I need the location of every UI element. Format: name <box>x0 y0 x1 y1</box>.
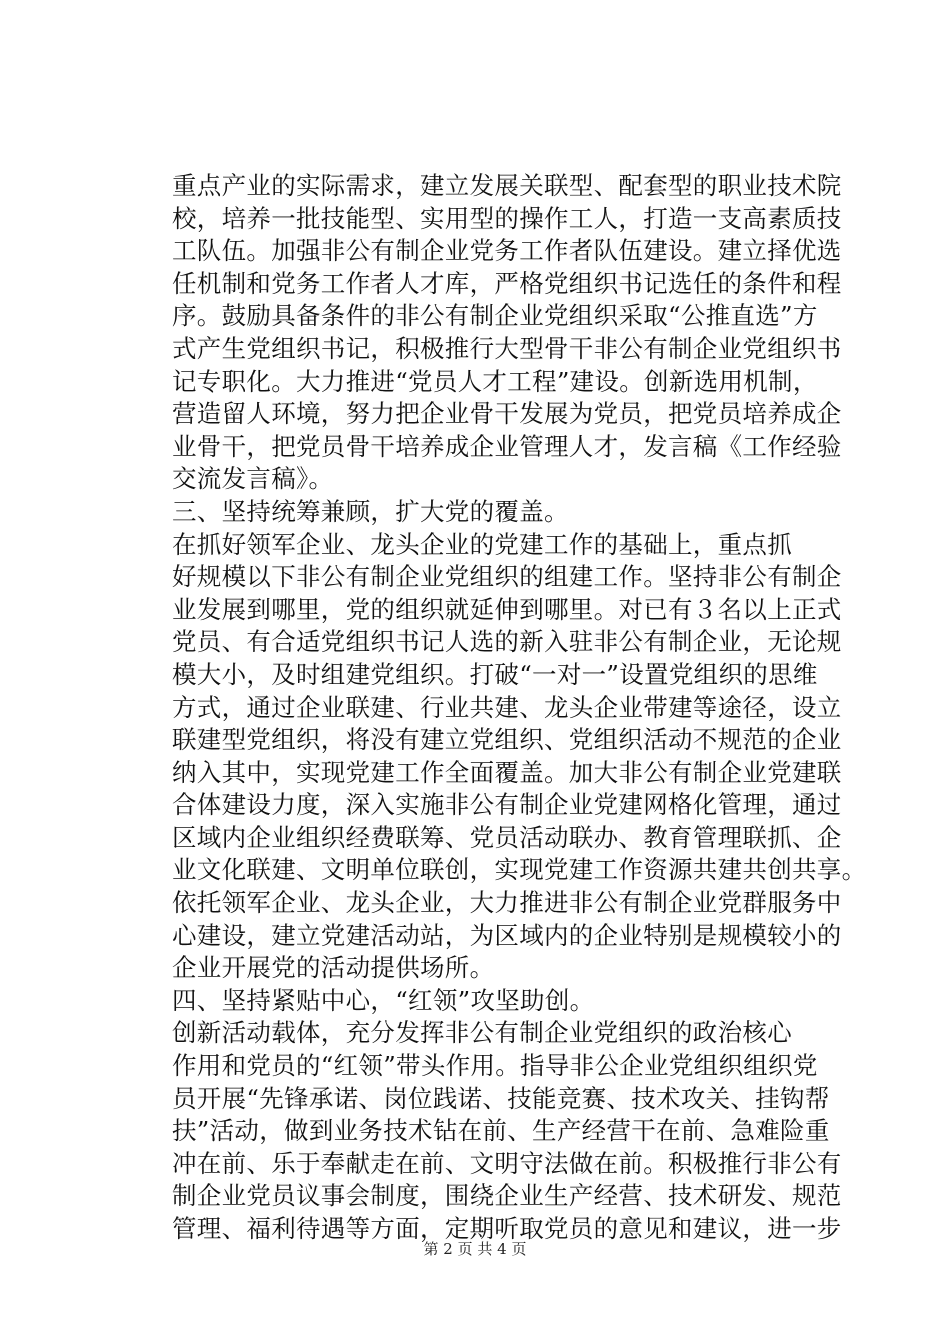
text-line: 心建设，建立党建活动站，为区域内的企业特别是规模较小的 <box>172 920 842 950</box>
text-line: 序。鼓励具备条件的非公有制企业党组织采取“公推直选”方 <box>172 301 818 331</box>
text-line: 联建型党组织，将没有建立党组织、党组织活动不规范的企业 <box>172 725 842 755</box>
text-line: 制企业党员议事会制度，围绕企业生产经营、技术研发、规范 <box>172 1181 842 1211</box>
text-line: 纳入其中，实现党建工作全面覆盖。加大非公有制企业党建联 <box>172 757 842 787</box>
text-line: 在抓好领军企业、龙头企业的党建工作的基础上，重点抓 <box>172 529 792 559</box>
text-line: 管理、福利待遇等方面，定期听取党员的意见和建议，进一步 <box>172 1214 842 1243</box>
text-line: 重点产业的实际需求，建立发展关联型、配套型的职业技术院 <box>172 171 842 200</box>
text-line: 营造留人环境，努力把企业骨干发展为党员，把党员培养成企 <box>172 399 842 429</box>
text-line: 业文化联建、文明单位联创，实现党建工作资源共建共创共享。 <box>172 855 867 885</box>
text-line: 模大小，及时组建党组织。打破“一对一”设置党组织的思维 <box>172 659 818 689</box>
section-heading: 四、坚持紧贴中心，“红领”攻坚助创。 <box>172 985 595 1015</box>
text-line: 业发展到哪里，党的组织就延伸到哪里。对已有３名以上正式 <box>172 594 842 624</box>
text-line: 方式，通过企业联建、行业共建、龙头企业带建等途径，设立 <box>172 692 842 722</box>
text-line: 依托领军企业、龙头企业，大力推进非公有制企业党群服务中 <box>172 888 842 918</box>
text-line: 记专职化。大力推进“党员人才工程”建设。创新选用机制， <box>172 366 818 396</box>
text-line: 好规模以下非公有制企业党组织的组建工作。坚持非公有制企 <box>172 562 842 592</box>
text-line: 党员、有合适党组织书记人选的新入驻非公有制企业，无论规 <box>172 627 842 657</box>
text-line: 业骨干，把党员骨干培养成企业管理人才，发言稿《工作经验 <box>172 431 842 461</box>
text-line: 冲在前、乐于奉献走在前、文明守法做在前。积极推行非公有 <box>172 1148 842 1178</box>
text-line: 合体建设力度，深入实施非公有制企业党建网格化管理，通过 <box>172 790 842 820</box>
text-line: 校，培养一批技能型、实用型的操作工人，打造一支高素质技 <box>172 203 842 233</box>
text-line: 员开展“先锋承诺、岗位践诺、技能竞赛、技术攻关、挂钩帮 <box>172 1083 830 1113</box>
text-line: 区域内企业组织经费联筹、党员活动联办、教育管理联抓、企 <box>172 822 842 852</box>
text-line: 工队伍。加强非公有制企业党务工作者队伍建设。建立择优选 <box>172 236 842 266</box>
text-line: 任机制和党务工作者人才库，严格党组织书记选任的条件和程 <box>172 268 842 298</box>
text-line: 交流发言稿》。 <box>172 464 334 494</box>
text-line: 企业开展党的活动提供场所。 <box>172 953 495 983</box>
text-line: 扶”活动，做到业务技术钻在前、生产经营干在前、急难险重 <box>172 1116 830 1146</box>
text-line: 创新活动载体，充分发挥非公有制企业党组织的政治核心 <box>172 1018 792 1048</box>
text-line: 式产生党组织书记，积极推行大型骨干非公有制企业党组织书 <box>172 333 842 363</box>
section-heading: 三、坚持统筹兼顾，扩大党的覆盖。 <box>172 496 569 526</box>
text-line: 作用和党员的“红领”带头作用。指导非公企业党组织组织党 <box>172 1051 818 1081</box>
document-body <box>172 170 867 1246</box>
page-number-footer: 第 2 页 共 4 页 <box>423 1240 527 1258</box>
